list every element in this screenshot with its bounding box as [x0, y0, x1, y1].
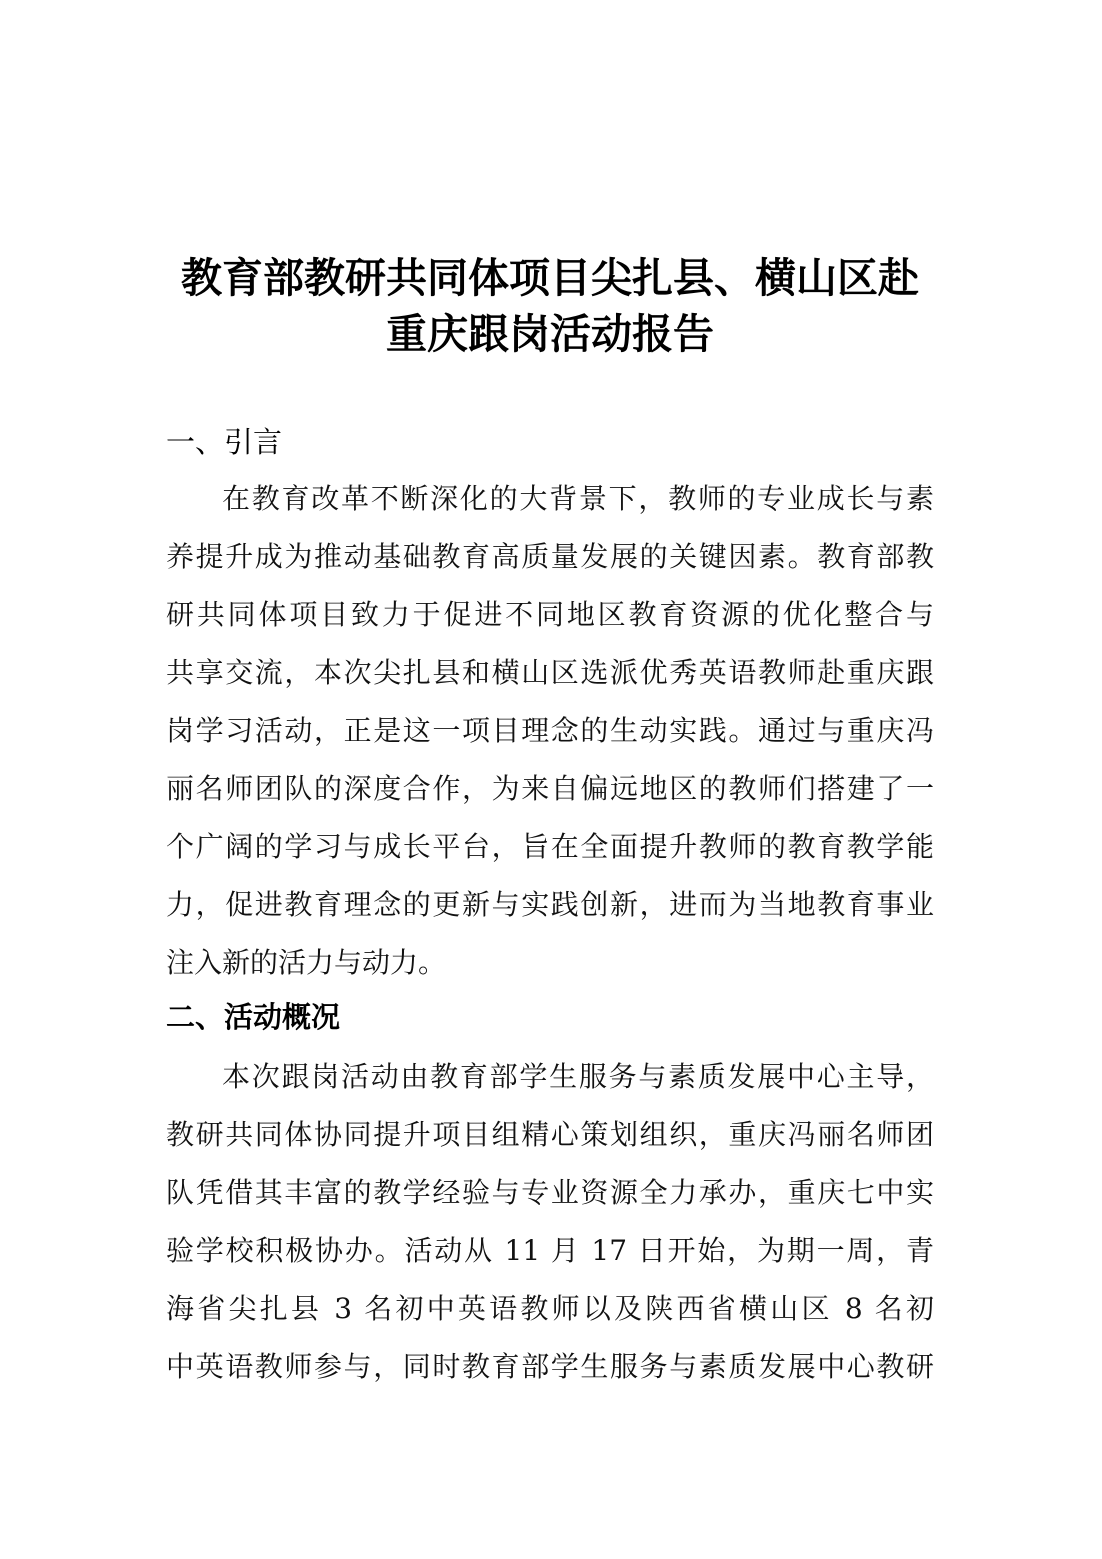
- intro-paragraph-line: 在教育改革不断深化的大背景下，教师的专业成长与素: [222, 482, 934, 515]
- overview-paragraph-line: 教研共同体协同提升项目组精心策划组织，重庆冯丽名师团: [166, 1118, 934, 1151]
- section-heading-introduction: 一、引言: [166, 425, 283, 459]
- intro-paragraph-line: 力，促进教育理念的更新与实践创新，进而为当地教育事业: [166, 888, 934, 921]
- intro-paragraph-line: 岗学习活动，正是这一项目理念的生动实践。通过与重庆冯: [166, 714, 934, 747]
- intro-paragraph-line: 个广阔的学习与成长平台，旨在全面提升教师的教育教学能: [166, 830, 934, 863]
- overview-paragraph-line: 验学校积极协办。活动从 11 月 17 日开始，为期一周，青: [166, 1234, 934, 1267]
- document-title-line-2: 重庆跟岗活动报告: [386, 310, 714, 358]
- section-heading-activity-overview: 二、活动概况: [166, 1000, 341, 1034]
- intro-paragraph-line: 丽名师团队的深度合作，为来自偏远地区的教师们搭建了一: [166, 772, 934, 805]
- overview-paragraph-line: 队凭借其丰富的教学经验与专业资源全力承办，重庆七中实: [166, 1176, 934, 1209]
- intro-paragraph-line: 研共同体项目致力于促进不同地区教育资源的优化整合与: [166, 598, 934, 631]
- overview-paragraph-line: 中英语教师参与，同时教育部学生服务与素质发展中心教研: [166, 1350, 934, 1383]
- intro-paragraph-line: 共享交流，本次尖扎县和横山区选派优秀英语教师赴重庆跟: [166, 656, 934, 689]
- overview-paragraph-line: 海省尖扎县 3 名初中英语教师以及陕西省横山区 8 名初: [166, 1292, 934, 1325]
- document-title-line-1: 教育部教研共同体项目尖扎县、横山区赴: [181, 254, 919, 302]
- overview-paragraph-line: 本次跟岗活动由教育部学生服务与素质发展中心主导，: [222, 1060, 934, 1093]
- intro-paragraph-line: 注入新的活力与动力。: [166, 946, 447, 979]
- intro-paragraph-line: 养提升成为推动基础教育高质量发展的关键因素。教育部教: [166, 540, 934, 573]
